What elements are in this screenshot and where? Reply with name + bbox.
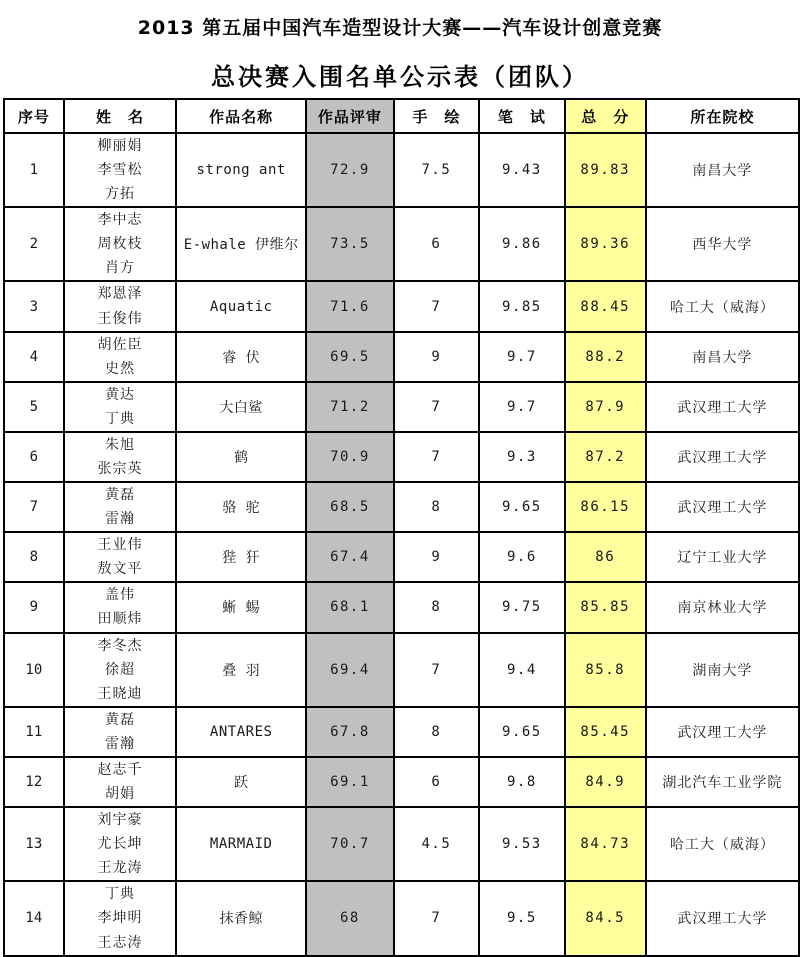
- cell-review: 68: [306, 881, 394, 955]
- cell-work: 狴 犴: [176, 532, 306, 582]
- cell-school: 南昌大学: [646, 133, 799, 207]
- cell-no: 4: [4, 332, 64, 382]
- member-name: 郑恩泽: [97, 286, 143, 303]
- header-cell-sketch: 手 绘: [394, 99, 479, 133]
- cell-sketch: 9: [394, 532, 479, 582]
- cell-sketch: 6: [394, 207, 479, 281]
- cell-written: 9.4: [479, 633, 565, 707]
- cell-review: 69.4: [306, 633, 394, 707]
- cell-total: 84.73: [565, 807, 646, 881]
- cell-review: 67.8: [306, 707, 394, 757]
- cell-work: 跃: [176, 757, 306, 807]
- cell-written: 9.8: [479, 757, 565, 807]
- cell-names: [64, 207, 177, 281]
- cell-sketch: 9: [394, 332, 479, 382]
- cell-sketch: 4.5: [394, 807, 479, 881]
- cell-written: 9.65: [479, 707, 565, 757]
- cell-names: [64, 757, 177, 807]
- cell-total: 89.36: [565, 207, 646, 281]
- cell-no: 2: [4, 207, 64, 281]
- cell-names: [64, 332, 177, 382]
- cell-sketch: 7: [394, 281, 479, 331]
- cell-review: 70.9: [306, 432, 394, 482]
- cell-total: 89.83: [565, 133, 646, 207]
- member-name: 黄达: [104, 386, 135, 403]
- cell-no: 6: [4, 432, 64, 482]
- cell-school: 湖北汽车工业学院: [646, 757, 799, 807]
- cell-total: 84.5: [565, 881, 646, 955]
- cell-total: 86.15: [565, 482, 646, 532]
- table-row: [4, 707, 799, 757]
- table-row: [4, 207, 799, 281]
- cell-sketch: 8: [394, 482, 479, 532]
- member-name: 徐超: [104, 661, 135, 678]
- cell-school: 哈工大（威海）: [646, 281, 799, 331]
- cell-total: 88.45: [565, 281, 646, 331]
- cell-review: 68.1: [306, 582, 394, 632]
- cell-written: 9.86: [479, 207, 565, 281]
- member-name: 雷瀚: [104, 511, 135, 528]
- cell-written: 9.6: [479, 532, 565, 582]
- member-name: 李雪松: [97, 162, 143, 179]
- cell-sketch: 7.5: [394, 133, 479, 207]
- cell-written: 9.53: [479, 807, 565, 881]
- cell-names: [64, 482, 177, 532]
- table-row: [4, 382, 799, 432]
- cell-no: 5: [4, 382, 64, 432]
- member-name: 黄磊: [104, 711, 135, 728]
- header-cell-work: 作品名称: [176, 99, 306, 133]
- member-name: 田顺炜: [97, 611, 143, 628]
- table-row: [4, 807, 799, 881]
- member-name: 李冬杰: [97, 637, 143, 654]
- cell-sketch: 6: [394, 757, 479, 807]
- member-name: 肖方: [104, 260, 135, 277]
- cell-written: 9.65: [479, 482, 565, 532]
- cell-written: 9.85: [479, 281, 565, 331]
- member-name: 赵志千: [97, 761, 143, 778]
- cell-review: 71.2: [306, 382, 394, 432]
- member-name: 盖伟: [104, 587, 135, 604]
- cell-review: 73.5: [306, 207, 394, 281]
- cell-no: 8: [4, 532, 64, 582]
- cell-names: [64, 382, 177, 432]
- table-row: [4, 482, 799, 532]
- cell-work: 睿 伏: [176, 332, 306, 382]
- cell-sketch: 8: [394, 707, 479, 757]
- table-body: [4, 133, 799, 956]
- cell-total: 84.9: [565, 757, 646, 807]
- cell-no: 1: [4, 133, 64, 207]
- cell-sketch: 7: [394, 881, 479, 955]
- cell-names: [64, 281, 177, 331]
- cell-total: 85.45: [565, 707, 646, 757]
- cell-no: 9: [4, 582, 64, 632]
- cell-no: 10: [4, 633, 64, 707]
- cell-no: 3: [4, 281, 64, 331]
- cell-work: 蜥 蜴: [176, 582, 306, 632]
- member-name: 雷瀚: [104, 735, 135, 752]
- cell-names: [64, 707, 177, 757]
- cell-review: 69.1: [306, 757, 394, 807]
- table-row: [4, 582, 799, 632]
- cell-total: 87.9: [565, 382, 646, 432]
- cell-written: 9.5: [479, 881, 565, 955]
- table-row: [4, 432, 799, 482]
- cell-school: 武汉理工大学: [646, 707, 799, 757]
- table-row: [4, 332, 799, 382]
- cell-work: 大白鲨: [176, 382, 306, 432]
- cell-work: ANTARES: [176, 707, 306, 757]
- results-table: [3, 98, 800, 957]
- cell-sketch: 7: [394, 432, 479, 482]
- cell-no: 11: [4, 707, 64, 757]
- table-row: [4, 633, 799, 707]
- cell-school: 南昌大学: [646, 332, 799, 382]
- member-name: 王志涛: [97, 934, 143, 951]
- member-name: 史然: [104, 360, 135, 377]
- cell-review: 68.5: [306, 482, 394, 532]
- cell-work: 骆 驼: [176, 482, 306, 532]
- cell-school: 南京林业大学: [646, 582, 799, 632]
- cell-school: 西华大学: [646, 207, 799, 281]
- cell-names: [64, 432, 177, 482]
- cell-review: 71.6: [306, 281, 394, 331]
- cell-review: 67.4: [306, 532, 394, 582]
- cell-names: [64, 633, 177, 707]
- member-name: 李中志: [97, 212, 143, 229]
- page-title: 2013 第五届中国汽车造型设计大赛——汽车设计创意竞赛: [137, 17, 663, 39]
- member-name: 李坤明: [97, 910, 143, 927]
- table-row: [4, 881, 799, 955]
- cell-total: 87.2: [565, 432, 646, 482]
- cell-names: [64, 582, 177, 632]
- member-name: 朱旭: [104, 436, 135, 453]
- cell-total: 85.85: [565, 582, 646, 632]
- cell-sketch: 7: [394, 382, 479, 432]
- table-row: [4, 281, 799, 331]
- cell-work: strong ant: [176, 133, 306, 207]
- member-name: 王俊伟: [97, 310, 143, 327]
- member-name: 王龙涛: [97, 860, 143, 877]
- header-cell-review: 作品评审: [306, 99, 394, 133]
- table-row: [4, 532, 799, 582]
- cell-total: 85.8: [565, 633, 646, 707]
- cell-school: 辽宁工业大学: [646, 532, 799, 582]
- cell-names: [64, 133, 177, 207]
- cell-review: 72.9: [306, 133, 394, 207]
- table-header-row: [4, 99, 799, 133]
- cell-sketch: 7: [394, 633, 479, 707]
- cell-review: 70.7: [306, 807, 394, 881]
- member-name: 胡佐臣: [97, 336, 143, 353]
- member-name: 王业伟: [97, 537, 143, 554]
- cell-no: 7: [4, 482, 64, 532]
- cell-school: 武汉理工大学: [646, 881, 799, 955]
- member-name: 丁典: [104, 886, 135, 903]
- cell-written: 9.43: [479, 133, 565, 207]
- header-cell-no: 序号: [4, 99, 64, 133]
- cell-written: 9.75: [479, 582, 565, 632]
- cell-no: 13: [4, 807, 64, 881]
- cell-school: 武汉理工大学: [646, 432, 799, 482]
- cell-no: 14: [4, 881, 64, 955]
- member-name: 敖文平: [97, 561, 143, 578]
- cell-review: 69.5: [306, 332, 394, 382]
- member-name: 柳丽娟: [97, 138, 143, 154]
- cell-work: 鹤: [176, 432, 306, 482]
- cell-school: 湖南大学: [646, 633, 799, 707]
- cell-work: Aquatic: [176, 281, 306, 331]
- cell-written: 9.7: [479, 382, 565, 432]
- cell-names: [64, 532, 177, 582]
- page-subtitle: 总决赛入围名单公示表（团队）: [211, 63, 589, 91]
- cell-school: 武汉理工大学: [646, 482, 799, 532]
- header-cell-names: 姓 名: [64, 99, 177, 133]
- cell-school: 武汉理工大学: [646, 382, 799, 432]
- member-name: 丁典: [104, 410, 135, 427]
- cell-names: [64, 807, 177, 881]
- table-row: [4, 757, 799, 807]
- member-name: 黄磊: [104, 487, 135, 504]
- header-cell-total: 总 分: [565, 99, 646, 133]
- cell-work: 叠 羽: [176, 633, 306, 707]
- cell-work: MARMAID: [176, 807, 306, 881]
- table-header: [4, 99, 799, 133]
- cell-total: 86: [565, 532, 646, 582]
- cell-sketch: 8: [394, 582, 479, 632]
- cell-written: 9.7: [479, 332, 565, 382]
- cell-school: 哈工大（威海）: [646, 807, 799, 881]
- member-name: 刘宇豪: [97, 812, 143, 829]
- member-name: 周枚枝: [97, 236, 143, 253]
- header-cell-written: 笔 试: [479, 99, 565, 133]
- cell-written: 9.3: [479, 432, 565, 482]
- cell-total: 88.2: [565, 332, 646, 382]
- table-row: [4, 133, 799, 207]
- cell-work: E-whale 伊维尔: [176, 207, 306, 281]
- member-name: 尤长坤: [97, 836, 143, 853]
- cell-work: 抹香鲸: [176, 881, 306, 955]
- header-cell-school: 所在院校: [646, 99, 799, 133]
- member-name: 胡娟: [104, 786, 135, 803]
- cell-names: [64, 881, 177, 955]
- member-name: 张宗英: [97, 461, 143, 478]
- cell-no: 12: [4, 757, 64, 807]
- member-name: 王晓迪: [97, 685, 143, 702]
- member-name: 方拓: [104, 186, 135, 203]
